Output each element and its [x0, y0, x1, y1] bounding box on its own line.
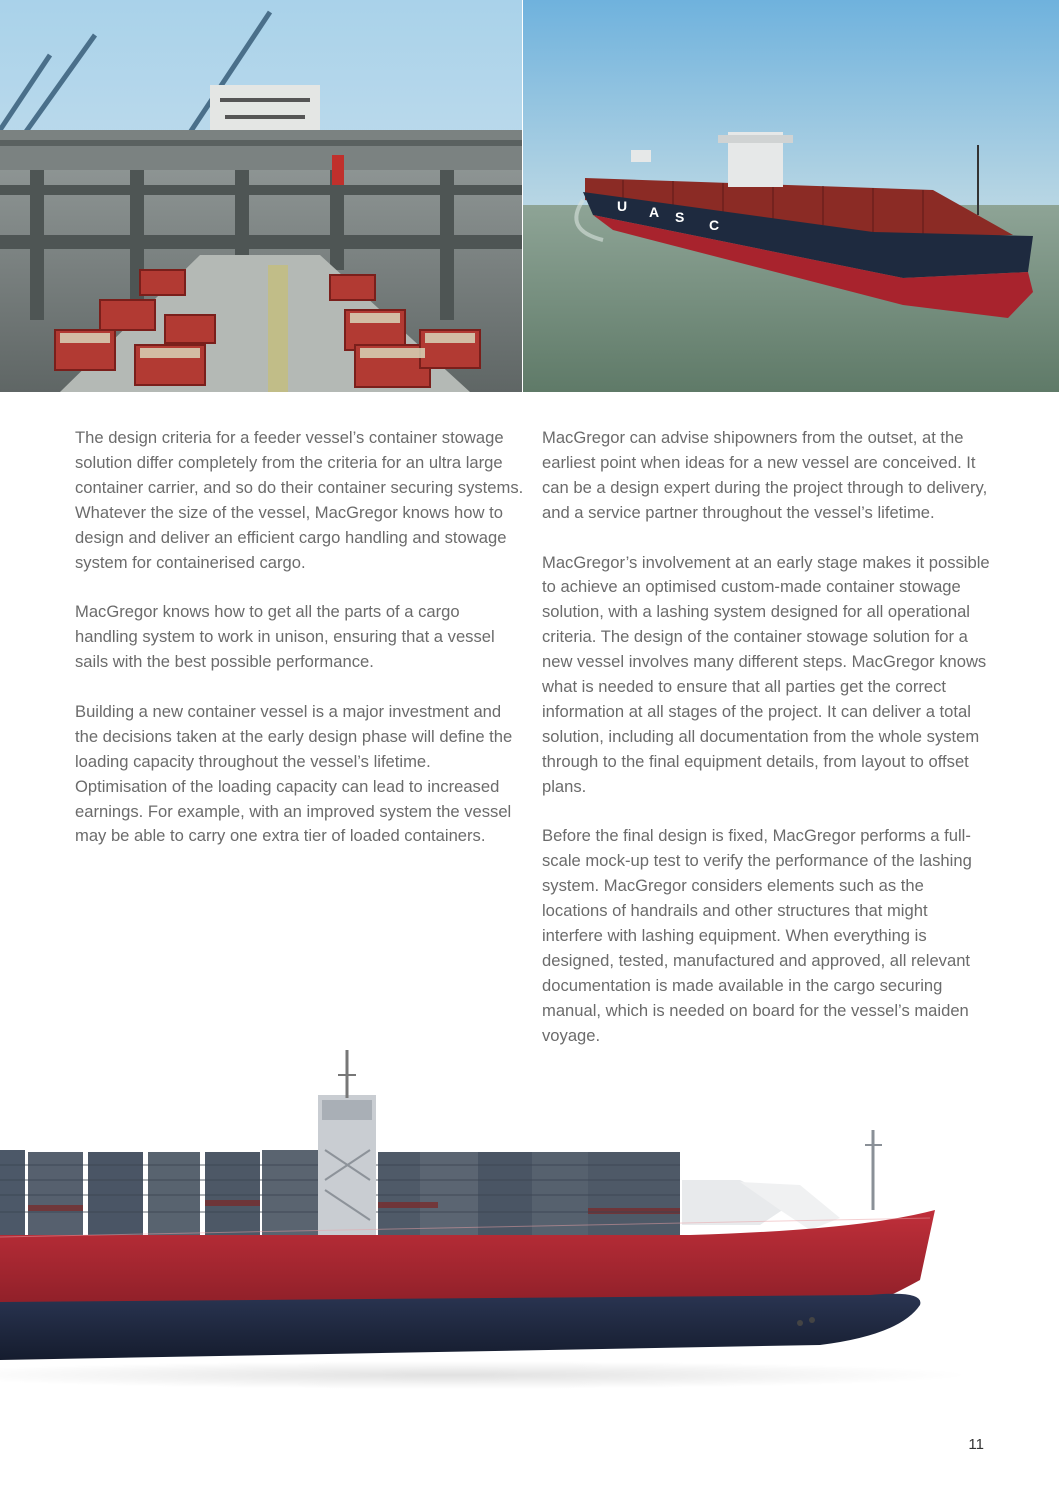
paragraph: MacGregor knows how to get all the parts of a cargo handling system to work in unison, ensuring that a vessel sails with the best possible performance.: [75, 602, 495, 672]
page-number: 11: [968, 1436, 984, 1453]
deck-lashing-photo: [0, 0, 522, 392]
hull-letter: U: [617, 198, 628, 214]
uasc-ship-photo: [523, 0, 1059, 392]
container-ship-illustration: [0, 1040, 1059, 1400]
hull-letter: S: [675, 209, 685, 225]
hull-letter: A: [649, 204, 660, 220]
paragraph: MacGregor’s involvement at an early stage makes it possible to achieve an optimised custom-made container stowage solution, with a lashing system designed for all operational criteria. The design of the container stowage solution for a new vessel involves many different steps. MacGregor knows what is needed to ensure that all parties get the correct information at all stages of the project. It can deliver a total solution, including all documentation from the whole system through to the final equipment details, from layout to offset plans.: [542, 552, 990, 796]
paragraph: MacGregor can advise shipowners from the outset, at the earliest point when ideas for a new vessel are conceived. It can be a design expert during the project through to delivery, and a service partner throughout the vessel’s lifetime.: [542, 428, 988, 522]
paragraph: The design criteria for a feeder vessel’s container stowage solution differ completely from the criteria for an ultra large container carrier, and so do their container securing systems. Whatever the size of the vessel, MacGregor knows how to design and deliver an efficient cargo handling and stowage system for containerised cargo.: [75, 428, 524, 572]
paragraph: Building a new container vessel is a major investment and the decisions taken at the early design phase will define the loading capacity throughout the vessel’s lifetime. Optimisation of the loading capacity can lead to increased earnings. For example, with an improved system the vessel may be able to carry one extra tier of loaded containers.: [75, 701, 513, 846]
paragraph: Before the final design is fixed, MacGregor performs a full-scale mock-up test to verify the performance of the lashing system. MacGregor considers elements such as the locations of handrails and other structures that might interfere with lashing equipment. When everything is designed, tested, manufactured and approved, all relevant documentation is made available in the cargo securing manual, which is needed on board for the vessel’s maiden voyage.: [542, 826, 972, 1045]
left-text-column: [75, 426, 525, 874]
hull-letter: C: [709, 217, 720, 233]
right-text-column: [542, 426, 990, 1074]
